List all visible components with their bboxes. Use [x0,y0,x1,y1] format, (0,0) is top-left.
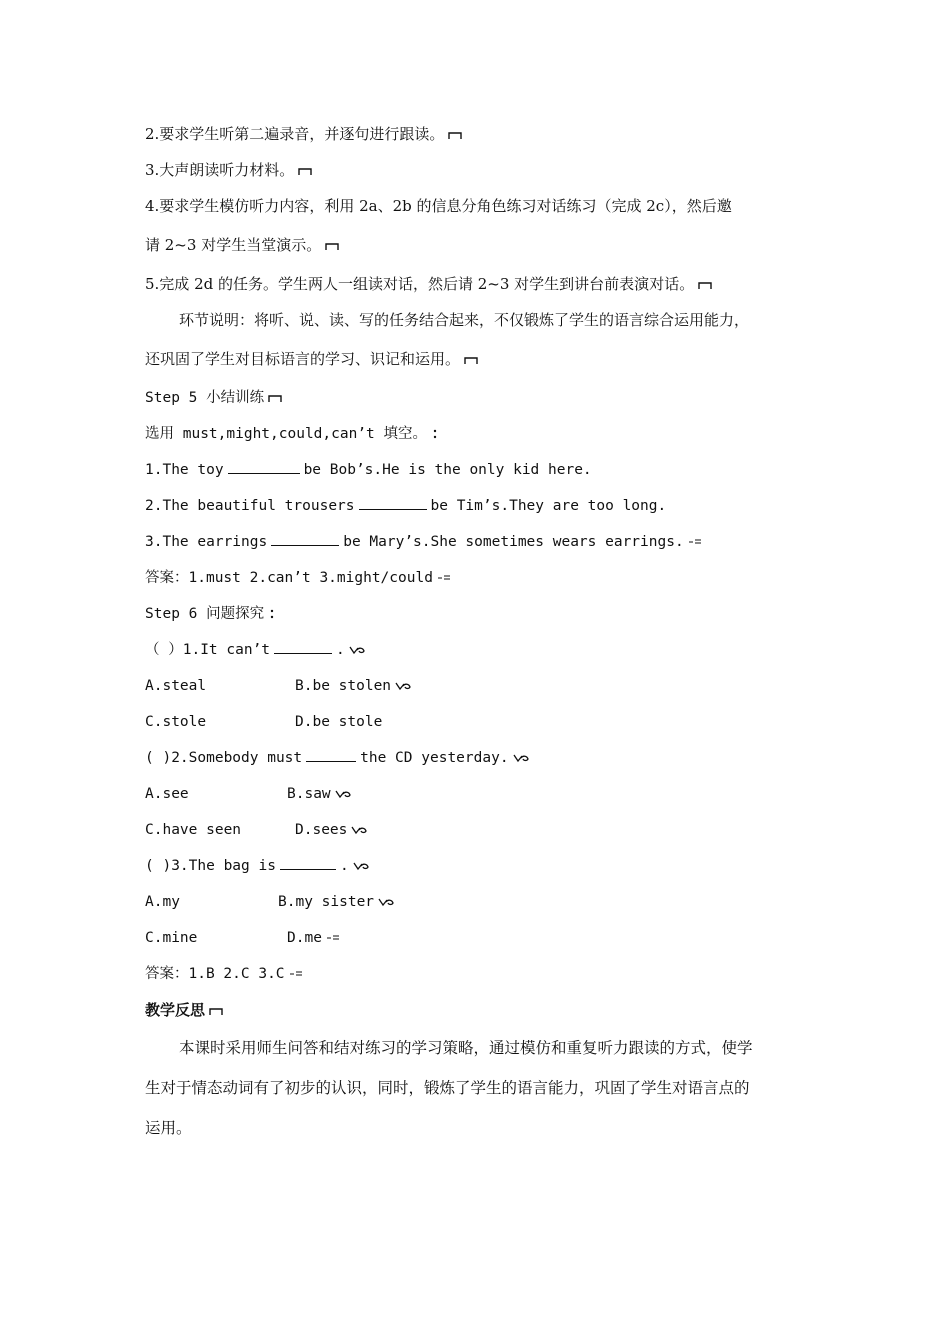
question-line [145,740,825,776]
text: 教学反思 [145,1001,206,1019]
answer-blank [359,495,427,510]
line-end-mark-icon [437,573,451,583]
paragraph-mark-icon [209,1006,223,1016]
line-end-mark-icon [395,681,409,691]
paragraph-mark-icon [268,393,282,403]
line-end-mark-icon [349,645,363,655]
option-b: B.my sister [278,894,375,910]
line-end-mark-icon [351,825,365,835]
question-line [145,452,825,488]
option-b: B.saw [287,786,331,802]
text: be Tim’s.They are too long. [430,498,667,514]
paragraph-mark-icon [464,355,478,365]
option-c: C.stole [145,714,207,730]
option-d: D.me [287,930,322,946]
option-c: C.have seen [145,822,242,838]
paragraph-mark-icon [325,241,339,251]
text: 1.The toy [145,462,224,478]
text-line [145,224,825,266]
line-end-mark-icon [326,933,340,943]
options-row [145,704,825,740]
option-a: A.see [145,786,189,802]
text: 2.The beautiful trousers [145,498,355,514]
paragraph-mark-icon [298,166,312,176]
text: 请 2~3 对学生当堂演示。 [145,236,322,254]
options-row [145,668,825,704]
text: ( )3.The bag is [145,858,276,874]
option-a: A.my [145,894,180,910]
paragraph-mark-icon [448,130,462,140]
answer-line [145,560,825,596]
text-line [145,266,825,302]
text: 5.完成 2d 的任务。学生两人一组读对话，然后请 2~3 对学生到讲台前表演对话。 [145,275,695,293]
line-end-mark-icon [335,789,349,799]
text: be Bob’s.He is the only kid here. [303,462,592,478]
text-line: 本课时采用师生问答和结对练习的学习策略，通过模仿和重复听力跟读的方式，使学 [179,1039,753,1057]
text: 答案：1.B 2.C 3.C [145,966,285,982]
line-end-mark-icon [289,969,303,979]
paragraph-mark-icon [698,280,712,290]
text-line [145,338,825,380]
answer-blank [228,459,300,474]
text: （ ）1.It can’t [145,642,271,658]
answer-line [145,956,825,992]
option-c: C.mine [145,930,198,946]
options-row [145,812,825,848]
text: 答案：1.must 2.can’t 3.might/could [145,570,433,586]
section-heading [145,992,825,1028]
options-row [145,884,825,920]
colon-mark-icon [431,429,445,439]
answer-blank [306,747,356,762]
instruction-line [145,416,825,452]
text-line: 生对于情态动词有了初步的认识，同时，锻炼了学生的语言能力，巩固了学生对语言点的 [145,1079,750,1097]
line-end-mark-icon [513,753,527,763]
option-d: D.be stole [295,714,383,730]
line-end-mark-icon [353,861,367,871]
document-page [145,116,825,1148]
colon-mark-icon [268,609,282,619]
text: the CD yesterday. [360,750,509,766]
text: ( )2.Somebody must [145,750,303,766]
text-line: 运用。 [145,1119,192,1137]
text: 环节说明：将听、说、读、写的任务结合起来，不仅锻炼了学生的语言综合运用能力， [179,311,750,329]
text: 3.The earrings [145,534,268,550]
reflection-paragraph [145,1028,825,1148]
options-row [145,920,825,956]
options-row [145,776,825,812]
answer-blank [271,531,339,546]
question-line [145,488,825,524]
text-line [145,302,825,338]
option-d: D.sees [295,822,348,838]
text: Step 5 小结训练 [145,390,265,406]
text: be Mary’s.She sometimes wears earrings. [343,534,684,550]
line-end-mark-icon [378,897,392,907]
line-end-mark-icon [688,537,702,547]
text: 选用 must,might,could,can’t 填空。 [145,426,428,442]
question-line: ( )3.The bag is . [145,848,825,884]
section-heading [145,380,825,416]
answer-blank [280,855,336,870]
text-line [145,152,825,188]
text: Step 6 问题探究 [145,606,265,622]
text: 还巩固了学生对目标语言的学习、识记和运用。 [145,350,461,368]
option-b: B.be stolen [295,678,392,694]
text: 3.大声朗读听力材料。 [145,161,295,179]
option-a: A.steal [145,678,207,694]
answer-blank [274,639,332,654]
text-line [145,188,825,224]
section-heading [145,596,825,632]
text-line [145,116,825,152]
question-line [145,524,825,560]
text: 4.要求学生模仿听力内容，利用 2a、2b 的信息分角色练习对话练习（完成 2c），然后邀 [145,197,732,215]
question-line: （ ）1.It can’t . [145,632,825,668]
text: 2.要求学生听第二遍录音，并逐句进行跟读。 [145,125,445,143]
